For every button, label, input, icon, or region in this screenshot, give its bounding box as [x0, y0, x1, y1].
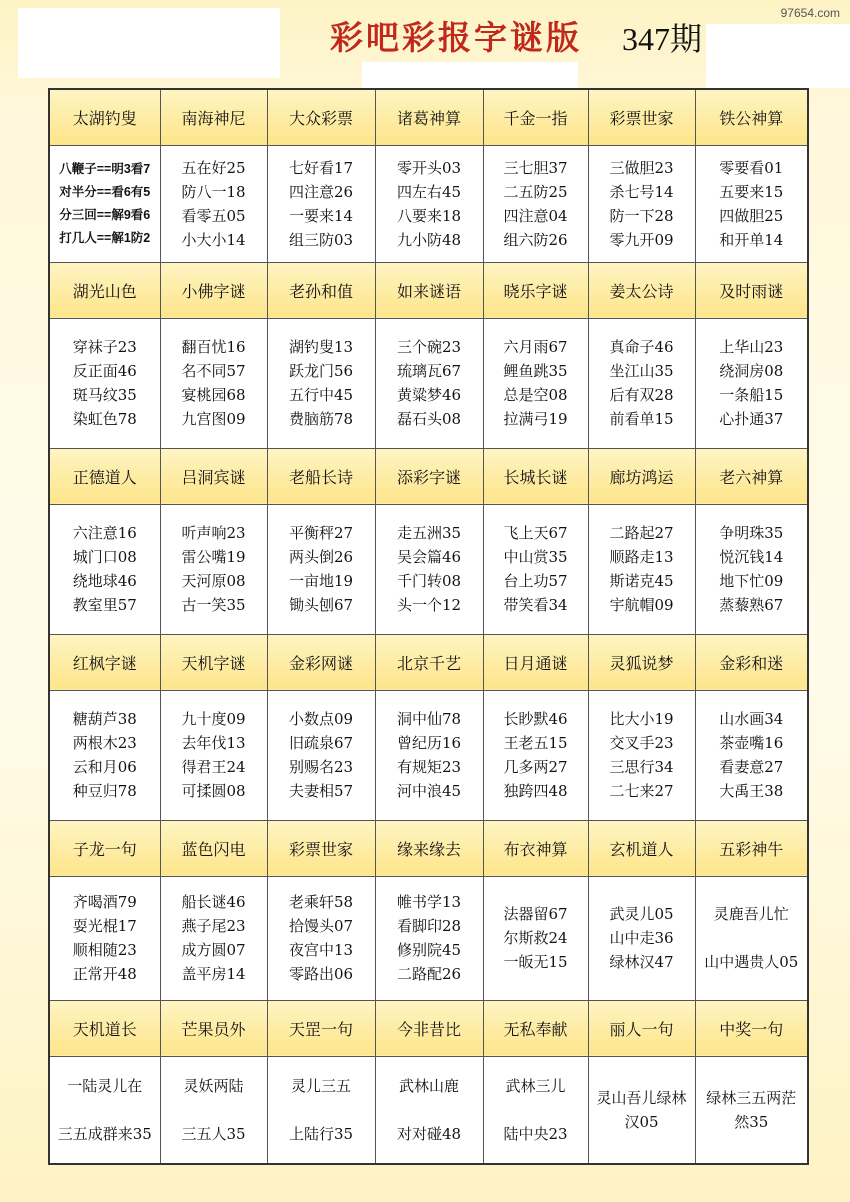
- riddle-line: 鲤鱼跳35: [503, 362, 568, 380]
- section-content-row: [49, 690, 808, 820]
- riddle-line: 教室里57: [72, 596, 137, 614]
- riddle-line: 吴会篇46: [396, 548, 462, 566]
- riddle-line: 上陆行35: [288, 1124, 354, 1143]
- riddle-cell: [483, 1056, 588, 1164]
- riddle-line: 琉璃瓦67: [396, 362, 462, 380]
- riddle-line: 武林三儿: [505, 1076, 566, 1095]
- riddle-cell: [483, 318, 588, 448]
- riddle-line: 和开单14: [719, 230, 784, 249]
- riddle-line: 磊石头08: [396, 410, 462, 428]
- riddle-line: 独跨四48: [503, 782, 568, 800]
- riddle-line: 夫妻相57: [288, 782, 354, 800]
- riddle-line: 四注意04: [503, 206, 568, 225]
- riddle-line: 山水画34: [719, 710, 784, 728]
- riddle-line: 千门转08: [396, 572, 462, 590]
- riddle-line: 悦沉钱14: [719, 548, 784, 566]
- section-header-row: [49, 262, 808, 318]
- riddle-line: 二五防25: [503, 182, 568, 201]
- column-header: 湖光山色: [49, 262, 160, 318]
- riddle-cell: [588, 690, 695, 820]
- riddle-cell: [483, 876, 588, 1000]
- riddle-cell: [49, 876, 160, 1000]
- riddle-line: 九十度09: [181, 710, 246, 728]
- riddle-line: 对半分==看6有5: [59, 184, 151, 199]
- riddle-line: 染虹色78: [72, 410, 137, 428]
- riddle-line: 山中遇贵人05: [704, 953, 799, 971]
- riddle-line: 武林山鹿: [398, 1076, 459, 1095]
- riddle-line: 灵妖两陆: [183, 1076, 244, 1095]
- riddle-line: 小大小14: [181, 230, 246, 249]
- column-header: 太湖钓叟: [49, 89, 160, 145]
- riddle-cell: [588, 1056, 695, 1164]
- riddle-line: 防八一18: [181, 182, 246, 201]
- blank-area-center: [362, 62, 578, 88]
- riddle-line: 三个碗23: [396, 338, 462, 356]
- riddle-cell: [695, 690, 808, 820]
- riddle-cell: [160, 690, 267, 820]
- column-header: 老船长诗: [267, 448, 375, 504]
- riddle-line: 陆中央23: [503, 1124, 568, 1143]
- riddle-line: [696, 926, 808, 950]
- riddle-line: 对对碰48: [396, 1124, 462, 1143]
- section-content-row: [49, 145, 808, 262]
- riddle-line: 一条船15: [719, 386, 784, 404]
- riddle-table: [48, 88, 809, 1165]
- riddle-line: 湖钓叟13: [288, 338, 354, 356]
- riddle-line: 小数点09: [288, 710, 354, 728]
- riddle-line: 斑马纹35: [72, 386, 137, 404]
- line-spacer: [376, 1098, 483, 1122]
- column-header: 丽人一句: [588, 1000, 695, 1056]
- section-header-row: [49, 820, 808, 876]
- riddle-line: 城门口08: [72, 548, 137, 566]
- riddle-line: 名不同57: [181, 362, 246, 380]
- section-header-row: [49, 448, 808, 504]
- column-header: 今非昔比: [375, 1000, 483, 1056]
- riddle-line: 别赐名23: [288, 758, 354, 776]
- line-spacer: [268, 1098, 375, 1122]
- riddle-line: 成方圆07: [181, 941, 246, 959]
- riddle-line: 可揉圆08: [181, 782, 246, 800]
- riddle-cell: [695, 145, 808, 262]
- riddle-cell: [588, 318, 695, 448]
- riddle-cell: [267, 145, 375, 262]
- column-header: 长城长谜: [483, 448, 588, 504]
- column-header: 铁公神算: [695, 89, 808, 145]
- riddle-line: 真命子46: [609, 338, 674, 356]
- riddle-cell: [695, 1056, 808, 1164]
- column-header: 正德道人: [49, 448, 160, 504]
- riddle-line: 四做胆25: [719, 206, 784, 225]
- riddle-line: 坐江山35: [609, 362, 674, 380]
- riddle-line: 拾馒头07: [288, 917, 354, 935]
- riddle-line: 灵山吾儿绿林汉05: [596, 1088, 687, 1131]
- column-header: 彩票世家: [588, 89, 695, 145]
- column-header: 红枫字谜: [49, 634, 160, 690]
- column-header: 吕洞宾谜: [160, 448, 267, 504]
- blank-area-left: [18, 8, 280, 78]
- riddle-line: 黄粱梦46: [396, 386, 462, 404]
- column-header: 晓乐字谜: [483, 262, 588, 318]
- riddle-cell: [375, 876, 483, 1000]
- riddle-line: 绕洞房08: [719, 362, 784, 380]
- section-header-row: [49, 1000, 808, 1056]
- riddle-cell: [49, 145, 160, 262]
- riddle-line: 反正面46: [72, 362, 137, 380]
- riddle-line: 耍光棍17: [72, 917, 137, 935]
- riddle-line: 七好看17: [288, 158, 354, 177]
- riddle-line: 中山赏35: [503, 548, 568, 566]
- riddle-line: 燕子尾23: [181, 917, 246, 935]
- riddle-cell: [695, 318, 808, 448]
- riddle-line: 飞上天67: [503, 524, 568, 542]
- riddle-line: 盖平房14: [181, 965, 246, 983]
- section-content-row: [49, 504, 808, 634]
- riddle-line: 老乘轩58: [288, 893, 354, 911]
- riddle-cell: [160, 1056, 267, 1164]
- line-spacer: [484, 1098, 588, 1122]
- column-header: 无私奉献: [483, 1000, 588, 1056]
- blank-area-right: [706, 24, 850, 88]
- riddle-line: 三做胆23: [609, 158, 674, 177]
- riddle-line: 零路出06: [288, 965, 354, 983]
- riddle-line: 去年伐13: [181, 734, 246, 752]
- riddle-line: 跃龙门56: [288, 362, 354, 380]
- riddle-cell: [267, 690, 375, 820]
- riddle-line: 二路配26: [396, 965, 462, 983]
- column-header: 南海神尼: [160, 89, 267, 145]
- column-header: 北京千艺: [375, 634, 483, 690]
- column-header: 五彩神牛: [695, 820, 808, 876]
- riddle-line: 打几人==解1防2: [59, 230, 151, 245]
- riddle-line: 一皈无15: [503, 953, 568, 971]
- riddle-line: 绿林三五两茫然35: [706, 1088, 797, 1131]
- riddle-line: 五要来15: [719, 182, 784, 201]
- riddle-line: 大禹王38: [719, 782, 784, 800]
- riddle-cell: [588, 504, 695, 634]
- riddle-line: 古一笑35: [181, 596, 246, 614]
- riddle-line: 六注意16: [72, 524, 137, 542]
- riddle-line: 六月雨67: [503, 338, 568, 356]
- riddle-line: 听声响23: [181, 524, 246, 542]
- riddle-line: 八要来18: [396, 206, 462, 225]
- riddle-line: 杀七号14: [609, 182, 674, 201]
- riddle-line: 争明珠35: [719, 524, 784, 542]
- riddle-line: 天河原08: [181, 572, 246, 590]
- riddle-line: 尔斯救24: [503, 929, 568, 947]
- riddle-cell: [160, 318, 267, 448]
- riddle-line: 得君王24: [181, 758, 246, 776]
- riddle-cell: [375, 504, 483, 634]
- riddle-cell: [483, 145, 588, 262]
- riddle-cell: [695, 876, 808, 1000]
- riddle-line: 零开头03: [396, 158, 462, 177]
- column-header: 廊坊鸿运: [588, 448, 695, 504]
- riddle-cell: [267, 318, 375, 448]
- column-header: 如来谜语: [375, 262, 483, 318]
- column-header: 老孙和值: [267, 262, 375, 318]
- section-content-row: [49, 318, 808, 448]
- riddle-line: 一陆灵儿在: [67, 1076, 143, 1095]
- riddle-line: 锄头刨67: [288, 596, 354, 614]
- riddle-line: 台上功57: [503, 572, 568, 590]
- riddle-line: 组六防26: [503, 230, 568, 249]
- riddle-line: 灵鹿吾儿忙: [713, 905, 789, 923]
- section-header-row: [49, 634, 808, 690]
- riddle-line: 三五人35: [181, 1124, 246, 1143]
- riddle-line: 两根木23: [72, 734, 137, 752]
- riddle-line: 八鞭子==明3看7: [59, 161, 151, 176]
- column-header: 子龙一句: [49, 820, 160, 876]
- riddle-cell: [695, 504, 808, 634]
- riddle-line: 云和月06: [72, 758, 137, 776]
- issue-number: 347期: [622, 21, 703, 57]
- riddle-line: 河中浪45: [396, 782, 462, 800]
- riddle-cell: [588, 145, 695, 262]
- riddle-line: 几多两27: [503, 758, 568, 776]
- riddle-line: 王老五15: [503, 734, 568, 752]
- column-header: 金彩网谜: [267, 634, 375, 690]
- riddle-line: 修别院45: [396, 941, 462, 959]
- riddle-line: 防一下28: [609, 206, 674, 225]
- riddle-cell: [49, 1056, 160, 1164]
- riddle-line: 正常开48: [72, 965, 137, 983]
- riddle-line: 种豆归78: [72, 782, 137, 800]
- riddle-line: 山中走36: [609, 929, 674, 947]
- riddle-line: 总是空08: [503, 386, 568, 404]
- column-header: 天罡一句: [267, 1000, 375, 1056]
- column-header: 缘来缘去: [375, 820, 483, 876]
- riddle-line: 看脚印28: [396, 917, 462, 935]
- section-header-row: [49, 89, 808, 145]
- riddle-line: 蒸藜熟67: [719, 596, 784, 614]
- riddle-line: 一亩地19: [288, 572, 354, 590]
- riddle-line: 带笑看34: [503, 596, 568, 614]
- riddle-line: 五行中45: [288, 386, 354, 404]
- column-header: 天机道长: [49, 1000, 160, 1056]
- column-header: 姜太公诗: [588, 262, 695, 318]
- riddle-line: 看妻意27: [719, 758, 784, 776]
- riddle-cell: [375, 690, 483, 820]
- riddle-line: 三思行34: [609, 758, 674, 776]
- riddle-line: 两头倒26: [288, 548, 354, 566]
- riddle-cell: [49, 318, 160, 448]
- column-header: 日月通谜: [483, 634, 588, 690]
- riddle-line: 交叉手23: [609, 734, 674, 752]
- riddle-line: 上华山23: [719, 338, 784, 356]
- riddle-line: 心扑通37: [719, 410, 784, 428]
- column-header: 千金一指: [483, 89, 588, 145]
- riddle-line: 走五洲35: [396, 524, 462, 542]
- riddle-line: 一要来14: [288, 206, 354, 225]
- column-header: 芒果员外: [160, 1000, 267, 1056]
- column-header: 灵狐说梦: [588, 634, 695, 690]
- riddle-line: 平衡秤27: [288, 524, 354, 542]
- riddle-line: 斯诺克45: [609, 572, 674, 590]
- riddle-line: 武灵儿05: [609, 905, 674, 923]
- riddle-line: 拉满弓19: [503, 410, 568, 428]
- riddle-line: 绕地球46: [72, 572, 137, 590]
- riddle-line: 三五成群来35: [57, 1124, 152, 1143]
- riddle-cell: [483, 504, 588, 634]
- riddle-line: 船长谜46: [181, 893, 246, 911]
- riddle-line: 费脑筋78: [288, 410, 354, 428]
- riddle-line: 糖葫芦38: [72, 710, 137, 728]
- riddle-cell: [267, 504, 375, 634]
- riddle-line: 旧疏泉67: [288, 734, 354, 752]
- column-header: 布衣神算: [483, 820, 588, 876]
- riddle-line: 翻百忧16: [181, 338, 246, 356]
- watermark: 97654.com: [780, 6, 840, 20]
- riddle-line: 组三防03: [288, 230, 354, 249]
- riddle-line: 五在好25: [181, 158, 246, 177]
- riddle-line: 法器留67: [503, 905, 568, 923]
- riddle-line: 宇航帽09: [609, 596, 674, 614]
- riddle-cell: [160, 145, 267, 262]
- column-header: 天机字谜: [160, 634, 267, 690]
- riddle-line: 帷书学13: [396, 893, 462, 911]
- riddle-line: 看零五05: [181, 206, 246, 225]
- riddle-cell: [588, 876, 695, 1000]
- riddle-line: 有规矩23: [396, 758, 462, 776]
- column-header: 玄机道人: [588, 820, 695, 876]
- riddle-line: 洞中仙78: [396, 710, 462, 728]
- riddle-cell: [160, 504, 267, 634]
- riddle-line: 曾纪历16: [396, 734, 462, 752]
- riddle-line: 后有双28: [609, 386, 674, 404]
- riddle-line: 比大小19: [609, 710, 674, 728]
- riddle-line: 四左右45: [396, 182, 462, 201]
- column-header: 老六神算: [695, 448, 808, 504]
- riddle-cell: [160, 876, 267, 1000]
- riddle-cell: [267, 1056, 375, 1164]
- riddle-line: 顺相随23: [72, 941, 137, 959]
- column-header: 金彩和迷: [695, 634, 808, 690]
- line-spacer: [50, 1098, 160, 1122]
- riddle-line: 二路起27: [609, 524, 674, 542]
- column-header: 小佛字谜: [160, 262, 267, 318]
- riddle-cell: [267, 876, 375, 1000]
- column-header: 中奖一句: [695, 1000, 808, 1056]
- riddle-line: 顺路走13: [609, 548, 674, 566]
- riddle-line: 雷公嘴19: [181, 548, 246, 566]
- page-title: 彩吧彩报字谜版: [330, 18, 582, 57]
- column-header: 大众彩票: [267, 89, 375, 145]
- riddle-line: 地下忙09: [719, 572, 784, 590]
- riddle-line: 四注意26: [288, 182, 354, 201]
- riddle-line: 头一个12: [396, 596, 462, 614]
- riddle-line: 长眇默46: [503, 710, 568, 728]
- section-content-row: [49, 1056, 808, 1164]
- column-header: 彩票世家: [267, 820, 375, 876]
- riddle-cell: [375, 145, 483, 262]
- riddle-line: 穿袜子23: [72, 338, 137, 356]
- column-header: 蓝色闪电: [160, 820, 267, 876]
- riddle-cell: [483, 690, 588, 820]
- riddle-cell: [49, 504, 160, 634]
- riddle-line: 二七来27: [609, 782, 674, 800]
- column-header: 添彩字谜: [375, 448, 483, 504]
- riddle-line: 前看单15: [609, 410, 674, 428]
- riddle-cell: [49, 690, 160, 820]
- riddle-line: 九宫图09: [181, 410, 246, 428]
- riddle-line: 零九开09: [609, 230, 674, 249]
- riddle-cell: [375, 1056, 483, 1164]
- riddle-line: 九小防48: [396, 230, 462, 249]
- riddle-line: 灵儿三五: [290, 1076, 351, 1095]
- line-spacer: [161, 1098, 267, 1122]
- section-content-row: [49, 876, 808, 1000]
- riddle-line: 齐喝酒79: [72, 893, 137, 911]
- riddle-line: 三七胆37: [503, 158, 568, 177]
- riddle-line: 零要看01: [719, 158, 784, 177]
- riddle-line: 宴桃园68: [181, 386, 246, 404]
- riddle-line: 夜宫中13: [288, 941, 354, 959]
- riddle-line: 绿林汉47: [609, 953, 674, 971]
- riddle-cell: [375, 318, 483, 448]
- riddle-line: 分三回==解9看6: [59, 207, 151, 222]
- column-header: 诸葛神算: [375, 89, 483, 145]
- riddle-line: 茶壶嘴16: [719, 734, 784, 752]
- column-header: 及时雨谜: [695, 262, 808, 318]
